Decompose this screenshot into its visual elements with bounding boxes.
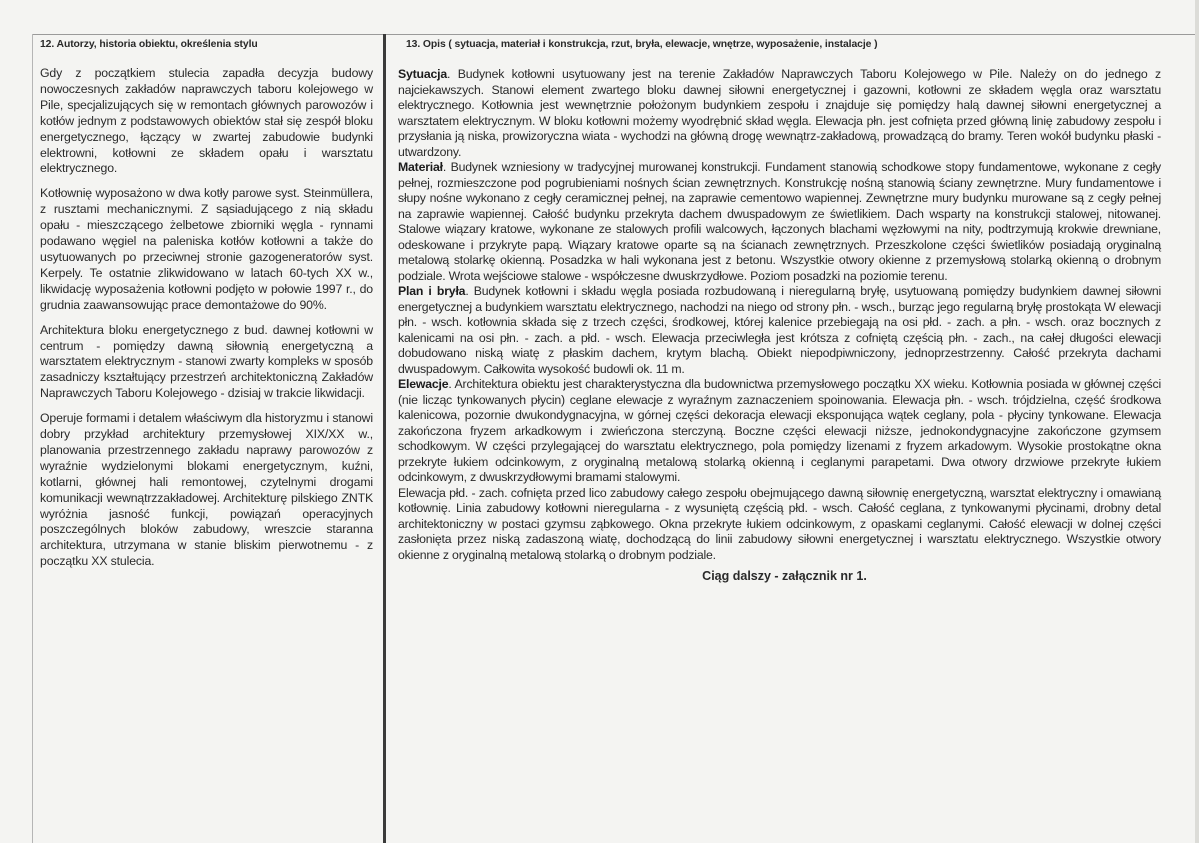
material-label: Materiał	[398, 160, 443, 174]
left-rule	[32, 34, 33, 843]
elevations-label: Elewacje	[398, 377, 449, 391]
situation-text: . Budynek kotłowni usytuowany jest na terenie Zakładów Naprawczych Taboru Kolejowego w Pile. Należy on do jednego z najciekawszych. Stanowi element zwartego bloku dawnej siłowni energetycznej i gazowni, kotłowni ze składem węgla oraz warsztatu elektrycznego. Kotłownia jest wewnętrznie położonym budynkiem zespołu i znajduje się pomiędzy halą dawnej siłowni energetycznej a warsztatem elektrycznym. W bloku kotłowni możemy wyodrębnić skład węgla. Elewacja płn. jest cofnięta przed główną linię zabudowy zespołu i przysłania ją niska, prowizoryczna wiata - wychodzi na główną drogę wewnątrz-zakładową, prowadzącą do bramy. Teren wokół budynku płaski - utwardzony.	[398, 67, 1161, 159]
description-plan	[398, 284, 1161, 377]
history-paragraph-2: Kotłownię wyposażono w dwa kotły parowe syst. Steinmüllera, z rusztami mechanicznymi. Z sąsiadującego z nią składu opału - mieszczącego żelbetowe zbiorniki węgla - rynnami podawano węgiel na paleniska kotłów kotłowni a także do usytuowanych po przeciwnej stronie gazogeneratorów syst. Kerpely. Te ostatnie zlikwidowano w latach 60-tych XX w., likwidację wyposażenia kotłowni podjęto w połowie 1997 r., do grudnia zaawansowując prace demontażowe do 90%.	[40, 186, 373, 312]
continuation-note: Ciąg dalszy - załącznik nr 1.	[702, 569, 867, 583]
material-text: . Budynek wzniesiony w tradycyjnej murowanej konstrukcji. Fundament stanowią schodkowe stopy fundamentowe, wykonane z cegły pełnej, rozmieszczone pod pogrubieniami nośnych ścian zewnętrznych. Konstrukcję nośną stanowią ściany zewnętrzne. Mury fundamentowe i słupy nośne wykonano z cegły ceramicznej pełnej, na zaprawie cementowo wapiennej. Zewnętrzne mury budynku murowane są z cegły pełnej na zaprawie wapiennej. Całość budynku przekryta dachem dwuspadowym ze świetlikiem. Dach wsparty na konstrukcji stalowej, nitowanej. Stalowe wiązary kratowe, wykonane ze stalowych profili walcowych, łączonych blachami węzłowymi na nity, podtrzymują krokwie drewniane, odeskowane i przykryte papą. Wiązary kratowe oparte są na ścianach zewnętrznych. Przeszkolone części świetlików posiadają oryginalną metalową stolarkę okienną. Posadzka w hali wykonana jest z betonu. Wszystkie otwory okienne z przemysłową stolarką okienną o drobnym podziale. Wrota wejściowe stalowe - współczesne dwuskrzydłowe. Poziom posadzki na poziomie terenu.	[398, 160, 1161, 283]
history-paragraph-1: Gdy z początkiem stulecia zapadła decyzja budowy nowoczesnych zakładów naprawczych taboru kolejowego w Pile, specjalizujących się w remontach głównych parowozów i kotłów jednym z podstawowych obiektów stał się zespół bloku energetycznego, łączący w zwartej zabudowie budynki elektrowni, kotłowni ze składem opału i warsztatu elektrycznego.	[40, 66, 373, 176]
southwest-elevation-text: Elewacja płd. - zach. cofnięta przed lico zabudowy całego zespołu obejmującego dawną siłownię energetyczną, warsztat elektryczny i omawianą kotłownię. Linia zabudowy kotłowni nieregularna - z wysuniętą częścią płd. - wsch. Całość ceglana, z tynkowanymi płycinami, drobny detal architektoniczny w postaci gzymsu ząbkowego. Okna przekryte łukiem odcinkowym, z opaskami ceglanymi. Całość elewacji w dolnej części zasłonięta przez niską zadaszoną wiatę, dochodzącą do linii zabudowy siłowni energetycznej i warsztatu elektrycznego. Wszystkie otwory okienne z oryginalną metalową stolarką o drobnym podziale.	[398, 485, 1161, 562]
history-paragraph-4: Operuje formami i detalem właściwym dla historyzmu i stanowi dobry przykład architektury przemysłowej XIX/XX w., planowania przestrzennego zakładu naprawy parowozów z wyraźnie wydzielonymi blokami energetycznym, kuźni, kotlarni, głównej hali remontowej, czytelnymi drogami komunikacji wewnątrzzakładowej. Architekturę pilskiego ZNTK wyróżnia jasność funkcji, powiązań operacyjnych poszczególnych bloków zabudowy, wreszcie staranna architektura, utrzymana w stanie bliskim pierwotnemu - z początku XX stulecia.	[40, 411, 373, 569]
section-13-heading: 13. Opis ( sytuacja, materiał i konstrukcja, rzut, bryła, elewacje, wnętrze, wyposażenie, instalacje )	[406, 39, 878, 50]
right-column	[398, 38, 1161, 583]
description-material	[398, 160, 1161, 284]
description-situation	[398, 67, 1161, 160]
plan-label: Plan i bryła	[398, 284, 466, 298]
page-edge	[1195, 0, 1199, 843]
history-paragraph-3: Architektura bloku energetycznego z bud. dawnej kotłowni w centrum - pomiędzy dawną siłownią energetyczną a warsztatem elektrycznym - stanowi zwarty kompleks w sposób zasadniczy kształtujący przestrzeń architektoniczną Zakładów Naprawczych Taboru Kolejowego - dzisiaj w trakcie likwidacji.	[40, 322, 373, 401]
elevations-text: . Architektura obiektu jest charakterystyczna dla budownictwa przemysłowego początku XX wieku. Kotłownia posiada w głównej części (nie licząc tynkowanych płycin) ceglane elewacje z wyraźnym zaznaczeniem spoinowania. Elewacja płn. - wsch. trójdzielna, część środkowa kalenicowa, pozornie dwukondygnacyjna, w górnej części dekoracja elewacji eksponująca wątek ceglany, pola - płyciny tynkowane. Elewacja zakończona fryzem arkadkowym i zwieńczona sterczyną. Boczne części elewacji niższe, jednokondygnacyjne zakończone gzymsem schodkowym. W części przylegającej do warsztatu elektrycznego, pola pomiędzy lizenami z fryzem arkadowym. Wysokie prostokątne okna przekryte łukiem odcinkowym, z oryginalną metalową stolarką okienną i ceglanymi parapetami. Dwa otwory drzwiowe przekryte łukiem odcinkowym, z dwuskrzydłowymi bramami stalowymi.	[398, 377, 1161, 484]
situation-label: Sytuacja	[398, 67, 447, 81]
description-southwest-elevation	[398, 486, 1161, 564]
section-12-heading: 12. Autorzy, historia obiektu, określenia stylu	[40, 39, 258, 50]
left-column	[40, 38, 373, 579]
top-rule	[32, 34, 1198, 35]
column-divider	[383, 34, 386, 843]
plan-text: . Budynek kotłowni i składu węgla posiada rozbudowaną i nieregularną bryłę, usytuowaną pomiędzy budynkiem dawnej siłowni energetycznej a budynkiem warsztatu elektrycznego, nachodzi na niego od strony płn. - wsch., burząc jego regularną bryłę prostokąta W elewacji płn. - wsch. kotłownia składa się z trzech części, środkowej, której kalenice przebiegają na osi płd. - zach. a płn. - wsch. oraz bocznych z kalenicami na osi płn. - zach. a płd. - wsch. Elewacja przeciwległa jest krótsza z cofniętą częścią płn. - zach., na całej długości elewacji dobudowano niską wiatę z płaskim dachem, krytym blachą. Obiekt niepodpiwniczony, jednoprzestrzenny. Całość przekryta dachami dwuspadowym. Całkowita wysokość budowli ok. 11 m.	[398, 284, 1161, 376]
description-elevations	[398, 377, 1161, 486]
